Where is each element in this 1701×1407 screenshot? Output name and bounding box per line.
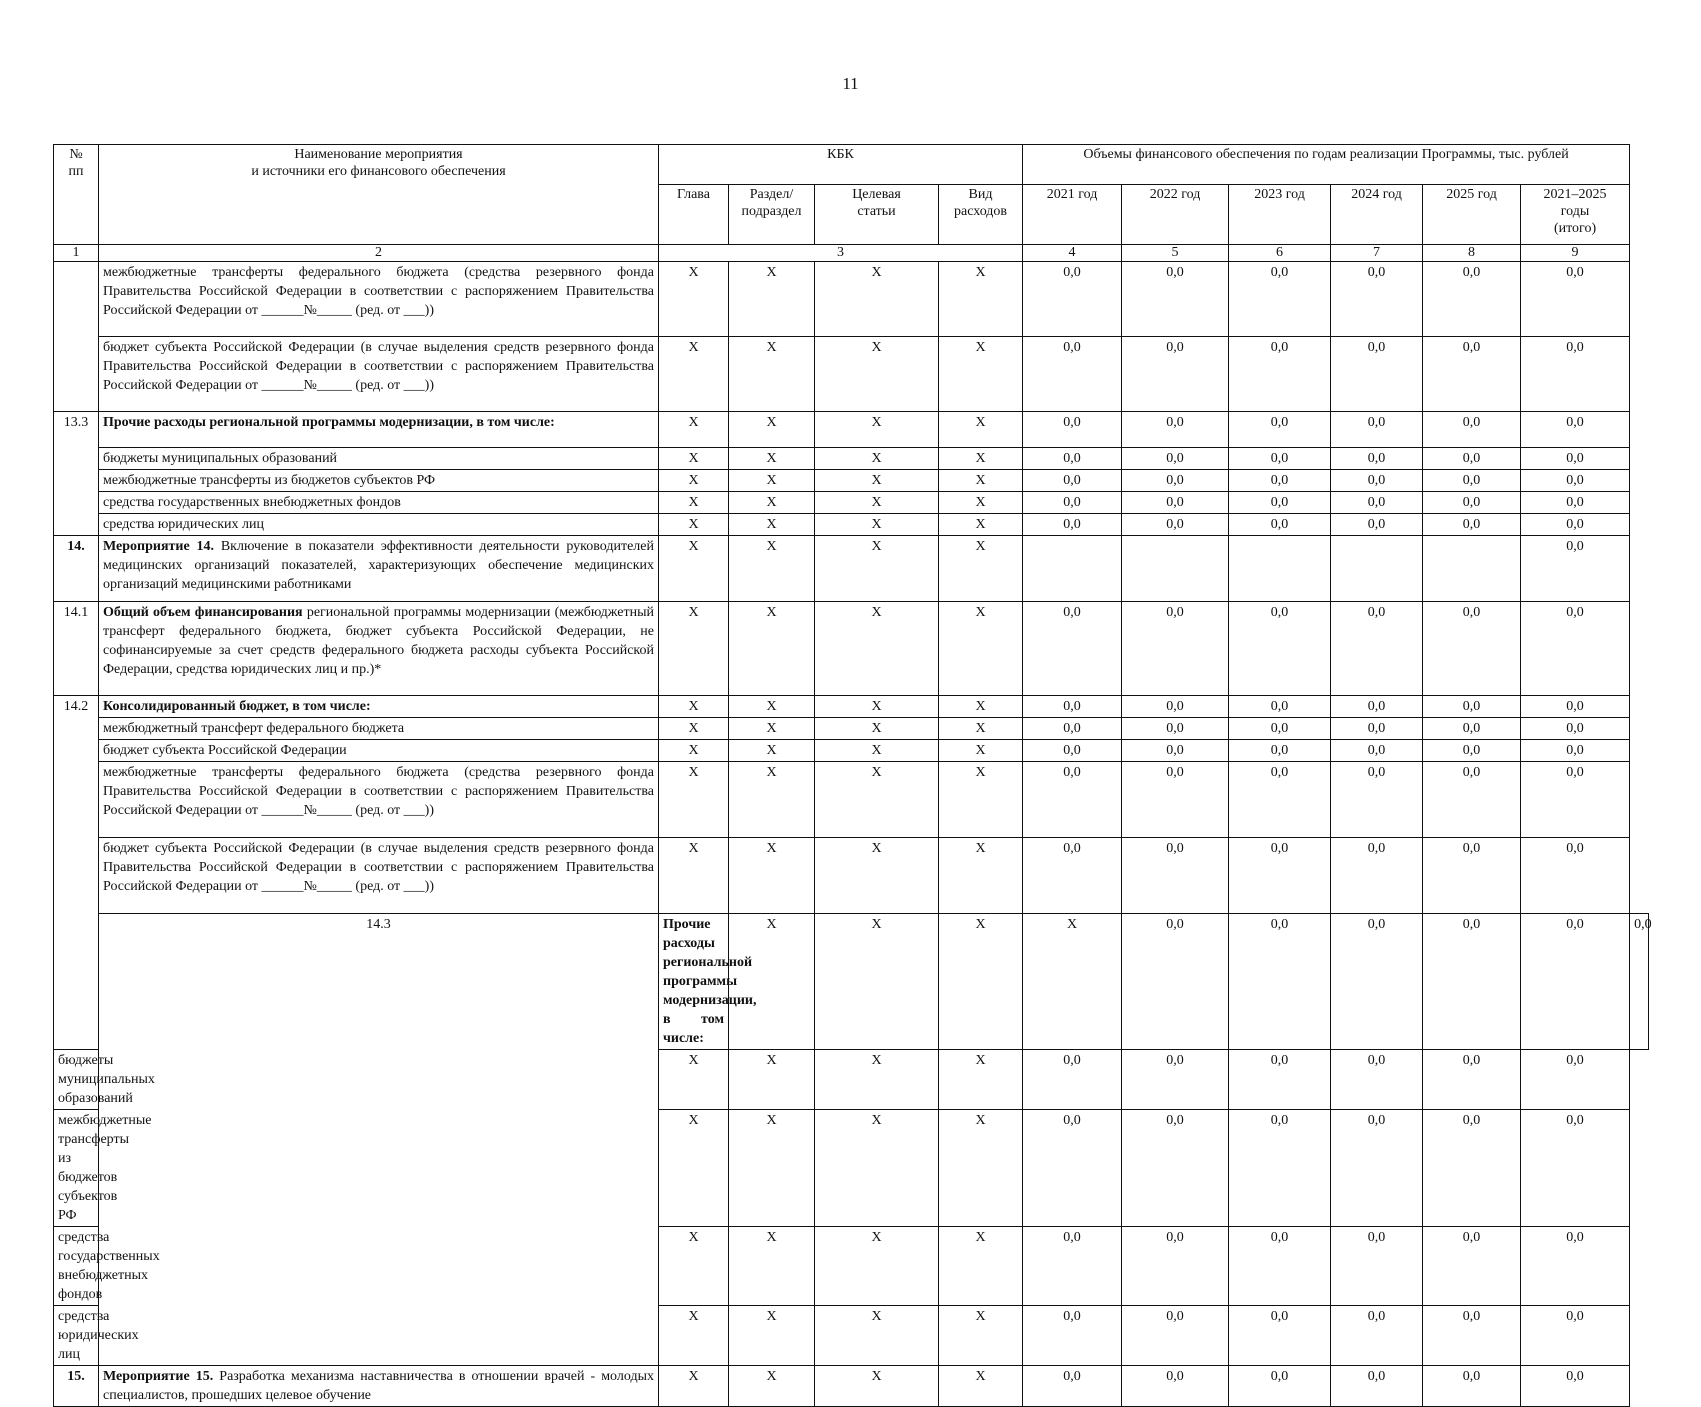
kbk-vid-cell: X (939, 412, 1023, 448)
year-value-cell: 0,0 (1521, 1306, 1630, 1366)
year-value-cell: 0,0 (1331, 262, 1423, 337)
header-name: Наименование мероприятия и источники его финансового обеспечения (99, 145, 659, 245)
kbk-razdel-cell: X (729, 448, 815, 470)
kbk-razdel-cell: X (729, 1110, 815, 1227)
header-razdel (729, 185, 815, 245)
header-year-2021: 2021 год (1023, 185, 1122, 245)
header-year-2025: 2025 год (1423, 185, 1521, 245)
year-value-cell: 0,0 (1331, 448, 1423, 470)
year-value-cell: 0,0 (1423, 1227, 1521, 1306)
row-name-text: региональной программы модернизации (межбюджетный трансферт федерального бюджета, бюджет субъекта Российской Федерации, не софинансируемые за счет средств федерального бюджета расходы субъекта Российской Федерации, средства юридических лиц и пр.)* (103, 605, 654, 677)
kbk-glava-cell: X (659, 412, 729, 448)
year-value-cell: 0,0 (1331, 1050, 1423, 1110)
row-name (99, 740, 659, 762)
kbk-razdel-cell: X (729, 740, 815, 762)
year-value-cell: 0,0 (1122, 470, 1229, 492)
year-value-cell (1423, 536, 1521, 602)
kbk-razdel-cell: X (729, 696, 815, 718)
kbk-razdel-cell: X (729, 1306, 815, 1366)
year-value-cell: 0,0 (1023, 492, 1122, 514)
kbk-glava-cell: X (659, 718, 729, 740)
year-value-cell: 0,0 (1229, 448, 1331, 470)
kbk-razdel-cell: X (729, 492, 815, 514)
table-row (54, 696, 1649, 718)
year-value-cell: 0,0 (1331, 412, 1423, 448)
kbk-razdel-cell: X (729, 602, 815, 696)
row-name (99, 838, 659, 914)
kbk-target-cell: X (939, 914, 1023, 1050)
year-value-cell: 0,0 (1331, 514, 1423, 536)
kbk-target-cell: X (815, 602, 939, 696)
row-name (99, 448, 659, 470)
kbk-target-cell: X (815, 740, 939, 762)
row-name-text: бюджет субъекта Российской Федерации (103, 743, 347, 758)
year-value-cell: 0,0 (1521, 602, 1630, 696)
year-value-cell: 0,0 (1423, 1110, 1521, 1227)
year-value-cell: 0,0 (1423, 448, 1521, 470)
header-vid: Вид расходов (939, 185, 1023, 245)
year-value-cell: 0,0 (1423, 1306, 1521, 1366)
kbk-vid-cell: X (1023, 914, 1122, 1050)
kbk-razdel-cell: X (729, 337, 815, 412)
year-value-cell: 0,0 (1521, 262, 1630, 337)
year-value-cell: 0,0 (1521, 696, 1630, 718)
kbk-vid-cell: X (939, 1306, 1023, 1366)
col-number: 5 (1122, 245, 1229, 262)
col-number: 8 (1423, 245, 1521, 262)
col-number: 6 (1229, 245, 1331, 262)
kbk-vid-cell: X (939, 1366, 1023, 1407)
kbk-razdel-cell: X (729, 1366, 815, 1407)
kbk-glava-cell: X (659, 470, 729, 492)
year-value-cell: 0,0 (1122, 337, 1229, 412)
row-name (99, 412, 659, 448)
year-value-cell (1331, 536, 1423, 602)
row-name (54, 1110, 152, 1227)
table-row (54, 914, 1649, 1050)
kbk-vid-cell: X (939, 262, 1023, 337)
kbk-target-cell: X (815, 337, 939, 412)
year-value-cell: 0,0 (1331, 492, 1423, 514)
table-row (54, 514, 1649, 536)
table-row (54, 838, 1649, 914)
kbk-vid-cell: X (939, 762, 1023, 838)
row-number-cell (54, 262, 99, 412)
year-value-cell: 0,0 (1331, 1227, 1423, 1306)
year-value-cell: 0,0 (1423, 514, 1521, 536)
kbk-glava-cell: X (659, 1050, 729, 1110)
year-value-cell: 0,0 (1023, 838, 1122, 914)
table-row (54, 492, 1649, 514)
year-value-cell: 0,0 (1331, 718, 1423, 740)
row-name-text: бюджеты муниципальных образований (103, 451, 338, 466)
year-value-cell: 0,0 (1122, 718, 1229, 740)
row-name (99, 470, 659, 492)
year-value-cell: 0,0 (1331, 696, 1423, 718)
year-value-cell: 0,0 (1023, 412, 1122, 448)
row-number-cell: 14.1 (54, 602, 99, 696)
year-value-cell: 0,0 (1521, 718, 1630, 740)
year-value-cell: 0,0 (1023, 696, 1122, 718)
year-value-cell: 0,0 (1423, 1366, 1521, 1407)
col-number: 1 (54, 245, 99, 262)
year-value-cell: 0,0 (1023, 1110, 1122, 1227)
kbk-target-cell: X (815, 492, 939, 514)
year-value-cell: 0,0 (1423, 470, 1521, 492)
year-value-cell: 0,0 (1229, 262, 1331, 337)
row-name (99, 337, 659, 412)
year-value-cell: 0,0 (1229, 1110, 1331, 1227)
year-value-cell: 0,0 (1521, 514, 1630, 536)
year-value-cell: 0,0 (1122, 514, 1229, 536)
year-value-cell: 0,0 (1521, 1110, 1630, 1227)
year-value-cell: 0,0 (1122, 1110, 1229, 1227)
year-value-cell: 0,0 (1122, 602, 1229, 696)
year-value-cell: 0,0 (1023, 1306, 1122, 1366)
kbk-target-cell: X (815, 262, 939, 337)
kbk-vid-cell: X (939, 492, 1023, 514)
row-name (99, 262, 659, 337)
kbk-razdel-cell: X (729, 762, 815, 838)
row-name (54, 1050, 155, 1110)
table-row (54, 740, 1649, 762)
kbk-glava-cell: X (659, 762, 729, 838)
row-name-bold: Мероприятие 14. (103, 539, 214, 554)
table-row (54, 1366, 1649, 1407)
table-row (54, 337, 1649, 412)
year-value-cell: 0,0 (1023, 337, 1122, 412)
year-value-cell: 0,0 (1122, 696, 1229, 718)
year-value-cell (1229, 536, 1331, 602)
table-row (54, 718, 1649, 740)
col-number: 2 (99, 245, 659, 262)
year-value-cell: 0,0 (1521, 412, 1630, 448)
year-value-cell: 0,0 (1122, 1227, 1229, 1306)
year-value-cell: 0,0 (1331, 762, 1423, 838)
year-value-cell: 0,0 (1229, 740, 1331, 762)
year-value-cell: 0,0 (1023, 448, 1122, 470)
row-name (99, 536, 659, 602)
row-name-text: средства юридических лиц (103, 517, 264, 532)
year-value-cell: 0,0 (1521, 1050, 1630, 1110)
year-value-cell: 0,0 (1521, 838, 1630, 914)
year-value-cell: 0,0 (1423, 337, 1521, 412)
year-value-cell: 0,0 (1423, 740, 1521, 762)
year-value-cell: 0,0 (1521, 536, 1630, 602)
year-value-cell: 0,0 (1423, 762, 1521, 838)
row-name (99, 1366, 659, 1407)
kbk-target-cell: X (815, 696, 939, 718)
year-value-cell: 0,0 (1229, 337, 1331, 412)
row-name-bold: Консолидированный бюджет, в том числе: (103, 699, 371, 714)
table-row (54, 448, 1649, 470)
kbk-glava-cell: X (659, 337, 729, 412)
row-name-bold: Прочие расходы региональной программы модернизации, в том числе: (663, 917, 757, 1046)
year-value-cell: 0,0 (1023, 1050, 1122, 1110)
row-name (54, 1306, 139, 1366)
year-value-cell: 0,0 (1122, 448, 1229, 470)
kbk-glava-cell: X (659, 1366, 729, 1407)
row-name-text: Включение в показатели эффективности деятельности руководителей медицинских организаций показателей, характеризующих обеспечение медицинских организаций медицинскими работниками (103, 539, 654, 592)
kbk-glava-cell: X (659, 838, 729, 914)
row-name (54, 1227, 160, 1306)
year-value-cell: 0,0 (1521, 762, 1630, 838)
kbk-glava-cell: X (659, 262, 729, 337)
table-row (54, 536, 1649, 602)
year-value-cell: 0,0 (1521, 1366, 1630, 1407)
kbk-razdel-cell: X (729, 262, 815, 337)
year-value-cell: 0,0 (1423, 492, 1521, 514)
kbk-vid-cell: X (939, 448, 1023, 470)
row-number-cell: 14.2 (54, 696, 99, 1050)
year-value-cell (1122, 536, 1229, 602)
row-number-cell: 14. (54, 536, 99, 602)
kbk-vid-cell: X (939, 838, 1023, 914)
year-value-cell: 0,0 (1229, 492, 1331, 514)
header-volumes: Объемы финансового обеспечения по годам реализации Программы, тыс. рублей (1023, 145, 1630, 185)
row-name-text: средства государственных внебюджетных фондов (103, 495, 401, 510)
kbk-target-cell: X (815, 536, 939, 602)
year-value-cell: 0,0 (1229, 514, 1331, 536)
row-name (659, 914, 757, 1050)
year-value-cell: 0,0 (1331, 914, 1423, 1050)
row-name (99, 602, 659, 696)
year-value-cell: 0,0 (1423, 696, 1521, 718)
year-value-cell: 0,0 (1331, 1366, 1423, 1407)
kbk-target-cell: X (815, 514, 939, 536)
kbk-target-cell: X (815, 1306, 939, 1366)
year-value-cell: 0,0 (1521, 1227, 1630, 1306)
year-value-cell: 0,0 (1122, 838, 1229, 914)
year-value-cell: 0,0 (1122, 412, 1229, 448)
kbk-razdel-cell: X (729, 536, 815, 602)
header-year-2022: 2022 год (1122, 185, 1229, 245)
year-value-cell: 0,0 (1122, 492, 1229, 514)
year-value-cell: 0,0 (1423, 718, 1521, 740)
header-num: № пп (54, 145, 99, 245)
kbk-vid-cell: X (939, 514, 1023, 536)
kbk-razdel-cell: X (729, 1227, 815, 1306)
header-kbk: КБК (659, 145, 1023, 185)
col-number: 3 (659, 245, 1023, 262)
col-number: 7 (1331, 245, 1423, 262)
year-value-cell: 0,0 (1521, 470, 1630, 492)
kbk-razdel-cell: X (729, 412, 815, 448)
year-value-cell: 0,0 (1229, 602, 1331, 696)
year-value-cell: 0,0 (1521, 492, 1630, 514)
year-value-cell: 0,0 (1023, 470, 1122, 492)
header-year-2024: 2024 год (1331, 185, 1423, 245)
kbk-glava-cell: X (659, 1227, 729, 1306)
year-value-cell: 0,0 (1521, 914, 1630, 1050)
year-value-cell: 0,0 (1229, 470, 1331, 492)
year-value-cell: 0,0 (1023, 762, 1122, 838)
header-glava: Глава (659, 185, 729, 245)
row-name-text: бюджет субъекта Российской Федерации (в случае выделения средств резервного фонда Правительства Российской Федерации в соответствии с распоряжением Правительства Российской Федерации от ______№_____ (ред. от ___)) (103, 340, 654, 393)
year-value-cell: 0,0 (1122, 1050, 1229, 1110)
kbk-vid-cell: X (939, 1227, 1023, 1306)
year-value-cell: 0,0 (1122, 1366, 1229, 1407)
year-value-cell: 0,0 (1521, 448, 1630, 470)
year-value-cell: 0,0 (1122, 762, 1229, 838)
year-value-cell: 0,0 (1229, 1050, 1331, 1110)
year-value-cell: 0,0 (1229, 412, 1331, 448)
row-name-text: межбюджетные трансферты федерального бюджета (средства резервного фонда Правительства Российской Федерации в соответствии с распоряжением Правительства Российской Федерации от ______№_____ (ред. от ___)) (103, 265, 654, 318)
kbk-glava-cell: X (659, 514, 729, 536)
year-value-cell: 0,0 (1122, 1306, 1229, 1366)
year-value-cell: 0,0 (1331, 1110, 1423, 1227)
year-value-cell: 0,0 (1229, 696, 1331, 718)
year-value-cell: 0,0 (1023, 740, 1122, 762)
year-value-cell: 0,0 (1229, 838, 1331, 914)
year-value-cell: 0,0 (1122, 740, 1229, 762)
kbk-razdel-cell: X (729, 1050, 815, 1110)
year-value-cell: 0,0 (1521, 337, 1630, 412)
kbk-target-cell: X (815, 718, 939, 740)
year-value-cell: 0,0 (1229, 914, 1331, 1050)
year-value-cell (1023, 536, 1122, 602)
year-value-cell: 0,0 (1331, 838, 1423, 914)
year-value-cell: 0,0 (1023, 1366, 1122, 1407)
row-name-text: межбюджетные трансферты из бюджетов субъектов РФ (103, 473, 436, 488)
row-name-text: межбюджетные трансферты федерального бюджета (средства резервного фонда Правительства Российской Федерации в соответствии с распоряжением Правительства Российской Федерации от ______№_____ (ред. от ___)) (103, 765, 654, 818)
kbk-razdel-cell: X (729, 838, 815, 914)
header-razdel-text: Раздел/ подраздел (741, 187, 802, 219)
kbk-target-cell: X (815, 412, 939, 448)
kbk-glava-cell: X (729, 914, 815, 1050)
row-name-text: бюджет субъекта Российской Федерации (в случае выделения средств резервного фонда Правительства Российской Федерации в соответствии с распоряжением Правительства Российской Федерации от ______№_____ (ред. от ___)) (103, 841, 654, 894)
row-name-text: Разработка механизма наставничества в отношении врачей - молодых специалистов, прошедших целевое обучение (103, 1369, 654, 1403)
kbk-razdel-cell: X (729, 514, 815, 536)
header-year-total: 2021–2025 годы (итого) (1521, 185, 1630, 245)
kbk-glava-cell: X (659, 740, 729, 762)
kbk-razdel-cell: X (815, 914, 939, 1050)
financing-table (53, 144, 1652, 1407)
year-value-cell: 0,0 (1229, 1227, 1331, 1306)
year-value-cell: 0,0 (1630, 914, 1649, 1050)
year-value-cell: 0,0 (1423, 1050, 1521, 1110)
table-row (54, 412, 1649, 448)
kbk-target-cell: X (815, 762, 939, 838)
row-name (99, 762, 659, 838)
year-value-cell: 0,0 (1423, 412, 1521, 448)
kbk-glava-cell: X (659, 536, 729, 602)
year-value-cell: 0,0 (1229, 1366, 1331, 1407)
header-target: Целевая статьи (815, 185, 939, 245)
year-value-cell: 0,0 (1423, 262, 1521, 337)
year-value-cell: 0,0 (1331, 602, 1423, 696)
year-value-cell: 0,0 (1331, 337, 1423, 412)
kbk-vid-cell: X (939, 337, 1023, 412)
kbk-target-cell: X (815, 1050, 939, 1110)
row-name (99, 696, 659, 718)
kbk-target-cell: X (815, 470, 939, 492)
kbk-vid-cell: X (939, 470, 1023, 492)
kbk-target-cell: X (815, 1110, 939, 1227)
kbk-vid-cell: X (939, 740, 1023, 762)
kbk-glava-cell: X (659, 1306, 729, 1366)
table-row (54, 762, 1649, 838)
col-number: 9 (1521, 245, 1630, 262)
year-value-cell: 0,0 (1229, 1306, 1331, 1366)
year-value-cell: 0,0 (1023, 602, 1122, 696)
year-value-cell: 0,0 (1331, 470, 1423, 492)
kbk-razdel-cell: X (729, 718, 815, 740)
year-value-cell: 0,0 (1331, 1306, 1423, 1366)
year-value-cell: 0,0 (1423, 914, 1521, 1050)
row-name-text: межбюджетные трансферты из бюджетов субъектов РФ (58, 1113, 152, 1223)
year-value-cell: 0,0 (1229, 718, 1331, 740)
row-name-text: средства государственных внебюджетных фондов (58, 1230, 160, 1302)
year-value-cell: 0,0 (1331, 740, 1423, 762)
page-number: 11 (842, 74, 859, 93)
row-name (99, 492, 659, 514)
year-value-cell: 0,0 (1229, 762, 1331, 838)
kbk-glava-cell: X (659, 1110, 729, 1227)
col-number: 4 (1023, 245, 1122, 262)
kbk-glava-cell: X (659, 602, 729, 696)
year-value-cell: 0,0 (1023, 514, 1122, 536)
kbk-razdel-cell: X (729, 470, 815, 492)
header-year-2023: 2023 год (1229, 185, 1331, 245)
kbk-vid-cell: X (939, 602, 1023, 696)
row-number-cell: 13.3 (54, 412, 99, 536)
year-value-cell: 0,0 (1023, 262, 1122, 337)
kbk-target-cell: X (815, 1227, 939, 1306)
year-value-cell: 0,0 (1423, 602, 1521, 696)
kbk-vid-cell: X (939, 718, 1023, 740)
kbk-glava-cell: X (659, 492, 729, 514)
row-name-bold: Общий объем финансирования (103, 605, 303, 620)
row-name (99, 514, 659, 536)
row-number-cell: 14.3 (99, 914, 659, 1366)
kbk-vid-cell: X (939, 696, 1023, 718)
kbk-vid-cell: X (939, 1110, 1023, 1227)
kbk-target-cell: X (815, 1366, 939, 1407)
row-name-text: средства юридических лиц (58, 1309, 139, 1362)
row-name (99, 718, 659, 740)
kbk-glava-cell: X (659, 448, 729, 470)
row-name-bold: Прочие расходы региональной программы модернизации, в том числе: (103, 415, 555, 430)
kbk-target-cell: X (815, 448, 939, 470)
year-value-cell: 0,0 (1023, 718, 1122, 740)
row-number-cell: 15. (54, 1366, 99, 1407)
kbk-vid-cell: X (939, 1050, 1023, 1110)
column-numbers-row (54, 245, 1649, 262)
row-name-text: межбюджетный трансферт федерального бюджета (103, 721, 405, 736)
kbk-target-cell: X (815, 838, 939, 914)
table-row (54, 470, 1649, 492)
row-name-bold: Мероприятие 15. (103, 1369, 214, 1384)
kbk-vid-cell: X (939, 536, 1023, 602)
year-value-cell: 0,0 (1122, 914, 1229, 1050)
year-value-cell: 0,0 (1023, 1227, 1122, 1306)
row-name-text: бюджеты муниципальных образований (58, 1053, 155, 1106)
year-value-cell: 0,0 (1122, 262, 1229, 337)
year-value-cell: 0,0 (1423, 838, 1521, 914)
kbk-glava-cell: X (659, 696, 729, 718)
year-value-cell: 0,0 (1521, 740, 1630, 762)
table-row (54, 262, 1649, 337)
table-row (54, 602, 1649, 696)
